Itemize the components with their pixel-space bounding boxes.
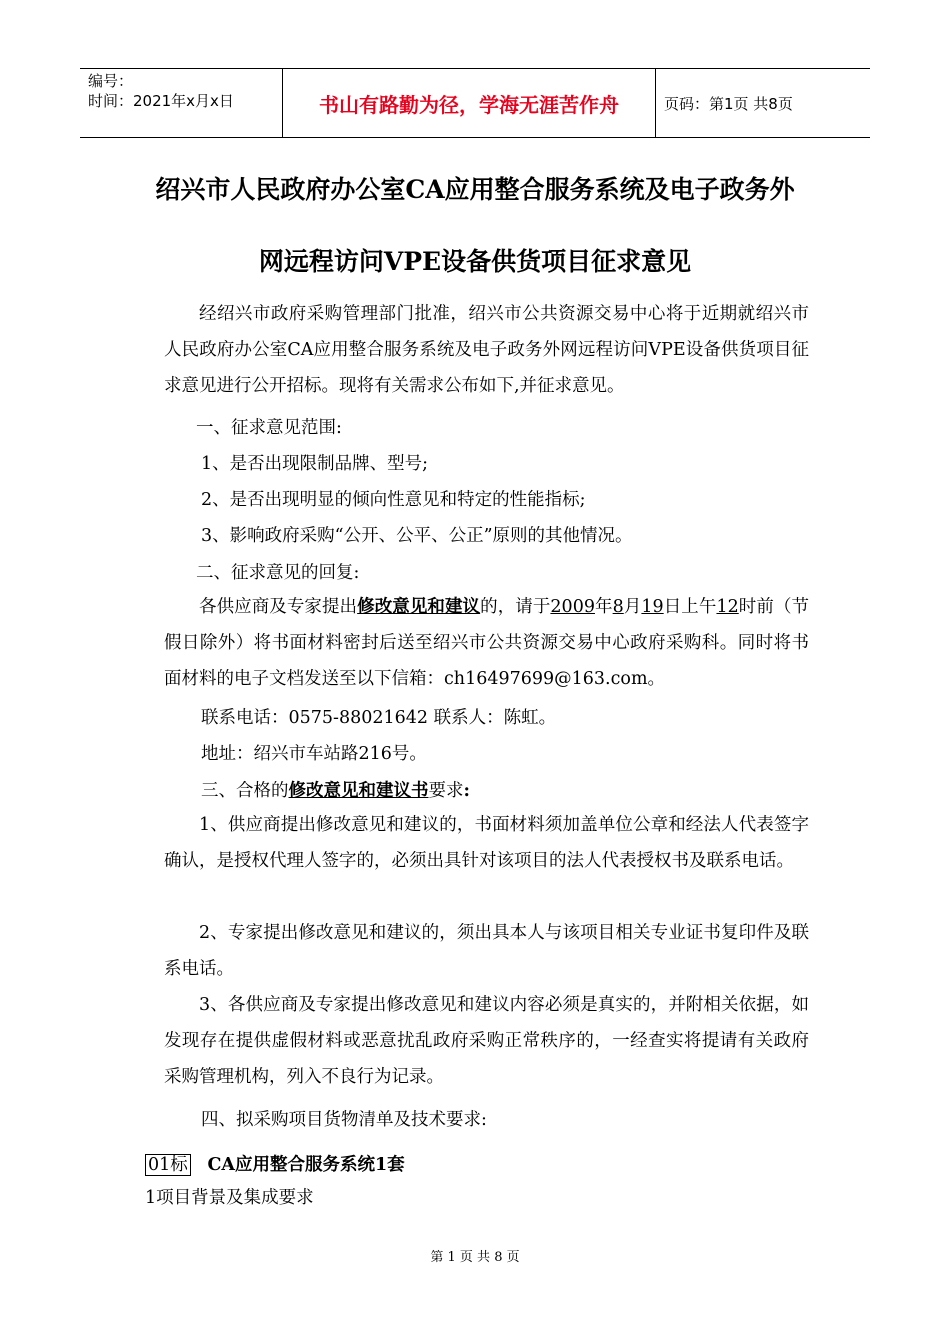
section3-item: 3、各供应商及专家提出修改意见和建议内容必须是真实的，并附相关依据，如发现存在提供虚假材料或恶意扰乱政府采购正常秩序的，一经查实将提请有关政府采购管理机构，列入不良行为记录。 [164, 995, 809, 1087]
document-title-line2: 网远程访问VPE设备供货项目征求意见 [258, 247, 692, 276]
header-page-info: 页码：第1页 共8页 [664, 95, 793, 113]
section3-heading: 三、合格的修改意见和建议书要求: [201, 781, 470, 801]
address-line: 地址：绍兴市车站路216号。 [201, 744, 427, 764]
subsection-heading: 1项目背景及集成要求 [145, 1188, 314, 1208]
section2-heading: 二、征求意见的回复: [196, 563, 360, 583]
section1-item: 1、是否出现限制品牌、型号; [201, 454, 429, 474]
contact-line: 联系电话：0575-88021642 联系人：陈虹。 [201, 708, 557, 728]
header-table [80, 68, 870, 138]
time-label: 时间：2021年x月x日 [88, 92, 234, 110]
document-title-line1: 绍兴市人民政府办公室CA应用整合服务系统及电子政务外 [155, 175, 795, 204]
deadline-year: 2009 [550, 597, 595, 617]
deadline-hour: 12 [716, 597, 739, 617]
emphasis-text: 修改意见和建议书 [288, 781, 429, 801]
header-divider [655, 69, 656, 137]
section3-item: 2、专家提出修改意见和建议的，须出具本人与该项目相关专业证书复印件及联系电话。 [164, 923, 809, 979]
section1-item: 3、影响政府采购“公开、公平、公正”原则的其他情况。 [201, 526, 633, 546]
section4-heading: 四、拟采购项目货物清单及技术要求: [201, 1110, 487, 1130]
deadline-day: 19 [641, 597, 664, 617]
header-motto: 书山有路勤为径，学海无涯苦作舟 [319, 93, 619, 117]
lot-label: 01标 [145, 1154, 191, 1176]
emphasis-text: 修改意见和建议 [357, 597, 481, 617]
lot-heading [145, 1151, 950, 1176]
section2-paragraph: 各供应商及专家提出修改意见和建议的，请于2009年8月19日上午12时前（节假日除外）将书面材料密封后送至绍兴市公共资源交易中心政府采购科。同时将书面材料的电子文档发送至以下信箱：ch16497699@163.com。 [164, 597, 810, 689]
header-meta [88, 71, 234, 111]
section1-item: 2、是否出现明显的倾向性意见和特定的性能指标; [201, 490, 586, 510]
intro-paragraph: 经绍兴市政府采购管理部门批准，绍兴市公共资源交易中心将于近期就绍兴市人民政府办公室CA应用整合服务系统及电子政务外网远程访问VPE设备供货项目征求意见进行公开招标。现将有关需求公布如下,并征求意见。 [164, 304, 809, 396]
section1-heading: 一、征求意见范围: [196, 418, 342, 438]
section3-item: 1、供应商提出修改意见和建议的，书面材料须加盖单位公章和经法人代表签字确认，是授权代理人签字的，必须出具针对该项目的法人代表授权书及联系电话。 [164, 815, 809, 871]
page-footer: 第 1 页 共 8 页 [430, 1250, 520, 1265]
deadline-month: 8 [612, 597, 624, 617]
number-label: 编号： [88, 72, 134, 90]
lot-title: CA应用整合服务系统1套 [207, 1155, 405, 1175]
